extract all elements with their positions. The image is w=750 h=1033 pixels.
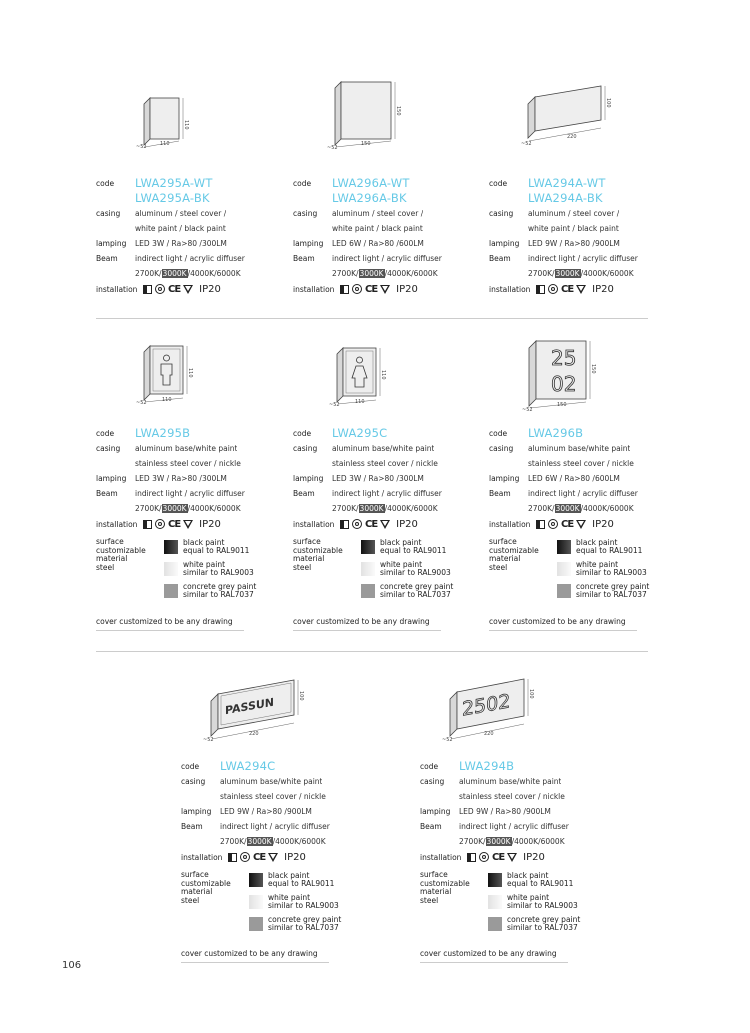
code-label: code: [96, 179, 115, 188]
dim-height: 110: [187, 368, 193, 378]
dim-depth: ~52: [136, 144, 147, 150]
casing-label: casing: [181, 777, 206, 786]
casing-label: casing: [293, 444, 318, 453]
separator-2: [96, 651, 648, 652]
dim-width: 150: [361, 141, 371, 147]
lamping-label: lamping: [489, 474, 520, 483]
surface-label: surface customizable material steel: [489, 537, 539, 572]
installation-label: installation: [489, 284, 531, 294]
earth-class-icon: [548, 519, 558, 529]
casing-value: aluminum base/white paint: [459, 777, 562, 786]
code-label: code: [181, 762, 200, 771]
casing-value-2: stainless steel cover / nickle: [135, 459, 241, 468]
code-label: code: [489, 429, 508, 438]
triangle-symbol-icon: [380, 520, 390, 529]
product-drawing: [489, 338, 654, 428]
casing-value-2: stainless steel cover / nickle: [220, 792, 326, 801]
casing-value: aluminum base/white paint: [220, 777, 323, 786]
lamping-value: LED 9W / Ra>80 /900LM: [220, 807, 312, 816]
ip-rating: IP20: [284, 851, 306, 863]
wall-mount-icon: [143, 520, 152, 529]
casing-value: aluminum base/white paint: [528, 444, 631, 453]
ce-mark-icon: CE: [168, 518, 181, 530]
surface-finishes: [96, 538, 261, 604]
lamping-value: LED 6W / Ra>80 /600LM: [528, 474, 620, 483]
ce-mark-icon: CE: [561, 283, 574, 295]
earth-class-icon: [352, 519, 362, 529]
ce-mark-icon: CE: [365, 518, 378, 530]
code-label: code: [489, 179, 508, 188]
dim-height: 110: [183, 120, 189, 130]
swatch-grey: [488, 917, 502, 931]
casing-value: aluminum base/white paint: [135, 444, 238, 453]
casing-value: aluminum / steel cover /: [135, 209, 227, 218]
cover-note: cover customized to be any drawing: [181, 949, 318, 958]
separator-1: [96, 318, 648, 319]
swatch-white: [361, 562, 375, 576]
page-number: 106: [62, 960, 82, 971]
casing-label: casing: [420, 777, 445, 786]
dim-height: 150: [590, 364, 596, 374]
casing-value: aluminum base/white paint: [332, 444, 435, 453]
separator-cover-1: [96, 630, 244, 631]
casing-value: aluminum / steel cover /: [332, 209, 424, 218]
casing-value-2: white paint / black paint: [528, 224, 619, 233]
product-code: LWA296A-WT: [332, 176, 410, 190]
triangle-symbol-icon: [183, 520, 193, 529]
finish-grey: concrete grey paint similar to RAL7037: [576, 582, 650, 599]
product-drawing: [96, 338, 261, 428]
code-label: code: [293, 429, 312, 438]
beam-value: indirect light / acrylic diffuser: [528, 254, 638, 263]
product-code: LWA295B: [135, 426, 191, 440]
ip-rating: IP20: [199, 518, 221, 530]
cover-note: cover customized to be any drawing: [96, 617, 233, 626]
casing-label: casing: [489, 209, 514, 218]
beam-label: Beam: [96, 489, 118, 498]
triangle-symbol-icon: [576, 285, 586, 294]
color-temperatures: 2700K/3000K/4000K/6000K: [528, 504, 634, 513]
sign-number: 2502: [462, 689, 511, 721]
swatch-black: [557, 540, 571, 554]
dim-width: 110: [160, 141, 170, 147]
finish-grey: concrete grey paint similar to RAL7037: [380, 582, 454, 599]
casing-label: casing: [489, 444, 514, 453]
finish-black: black paint equal to RAL9011: [380, 538, 447, 555]
lamping-value: LED 3W / Ra>80 /300LM: [332, 474, 424, 483]
ip-rating: IP20: [523, 851, 545, 863]
surface-label: surface customizable material steel: [420, 870, 470, 905]
earth-class-icon: [352, 284, 362, 294]
ce-mark-icon: CE: [561, 518, 574, 530]
separator-cover-5: [420, 962, 568, 963]
ip-rating: IP20: [396, 283, 418, 295]
wall-mount-icon: [536, 285, 545, 294]
code-label: code: [96, 429, 115, 438]
product-drawing: [181, 671, 346, 761]
swatch-black: [164, 540, 178, 554]
dim-width: 220: [484, 731, 494, 737]
product-code-alt: LWA296A-BK: [332, 191, 407, 205]
product-code: LWA294B: [459, 759, 515, 773]
earth-class-icon: [155, 284, 165, 294]
lamping-value: LED 9W / Ra>80 /900LM: [459, 807, 551, 816]
finish-grey: concrete grey paint similar to RAL7037: [507, 915, 581, 932]
dim-width: 110: [355, 399, 365, 405]
cover-note: cover customized to be any drawing: [293, 617, 430, 626]
casing-label: casing: [96, 444, 121, 453]
beam-label: Beam: [489, 489, 511, 498]
ip-rating: IP20: [396, 518, 418, 530]
sign-number-bottom: 02: [551, 372, 577, 396]
casing-value-2: stainless steel cover / nickle: [459, 792, 565, 801]
lamping-label: lamping: [293, 474, 324, 483]
wall-mount-icon: [143, 285, 152, 294]
finish-grey: concrete grey paint similar to RAL7037: [183, 582, 257, 599]
product-code-alt: LWA295A-BK: [135, 191, 210, 205]
swatch-grey: [361, 584, 375, 598]
beam-label: Beam: [96, 254, 118, 263]
surface-label: surface customizable material steel: [96, 537, 146, 572]
beam-value: indirect light / acrylic diffuser: [135, 489, 245, 498]
product-drawing: [293, 88, 458, 178]
finish-white: white paint similar to RAL9003: [183, 560, 254, 577]
dim-width: 110: [162, 397, 172, 403]
swatch-white: [164, 562, 178, 576]
dim-width: 150: [557, 402, 567, 408]
installation-label: installation: [420, 852, 462, 862]
swatch-grey: [164, 584, 178, 598]
beam-value: indirect light / acrylic diffuser: [135, 254, 245, 263]
lamping-value: LED 9W / Ra>80 /900LM: [528, 239, 620, 248]
wall-mount-icon: [467, 853, 476, 862]
product-code: LWA295A-WT: [135, 176, 213, 190]
earth-class-icon: [240, 852, 250, 862]
dim-width: 220: [567, 134, 577, 140]
dim-depth: ~52: [522, 407, 533, 413]
beam-label: Beam: [181, 822, 203, 831]
product-drawing: [489, 88, 654, 178]
dim-height: 100: [528, 689, 534, 699]
product-code-alt: LWA294A-BK: [528, 191, 603, 205]
color-temperatures: 2700K/3000K/4000K/6000K: [135, 504, 241, 513]
ce-mark-icon: CE: [253, 851, 266, 863]
installation-label: installation: [293, 519, 335, 529]
dim-depth: ~52: [521, 141, 532, 147]
lamping-value: LED 3W / Ra>80 /300LM: [135, 239, 227, 248]
triangle-symbol-icon: [268, 853, 278, 862]
casing-value-2: white paint / black paint: [332, 224, 423, 233]
wall-mount-icon: [536, 520, 545, 529]
cover-note: cover customized to be any drawing: [489, 617, 626, 626]
dim-height: 100: [605, 98, 611, 108]
product-drawing: [96, 88, 261, 178]
swatch-grey: [557, 584, 571, 598]
lamping-label: lamping: [96, 474, 127, 483]
wall-mount-icon: [228, 853, 237, 862]
ip-rating: IP20: [592, 283, 614, 295]
color-temperatures: 2700K/3000K/4000K/6000K: [332, 269, 438, 278]
finish-white: white paint similar to RAL9003: [576, 560, 647, 577]
beam-label: Beam: [420, 822, 442, 831]
finish-black: black paint equal to RAL9011: [268, 871, 335, 888]
finish-white: white paint similar to RAL9003: [507, 893, 578, 910]
beam-label: Beam: [293, 489, 315, 498]
color-temperatures: 2700K/3000K/4000K/6000K: [220, 837, 326, 846]
dim-depth: ~52: [136, 400, 147, 406]
lamping-label: lamping: [181, 807, 212, 816]
swatch-white: [557, 562, 571, 576]
separator-cover-3: [489, 630, 637, 631]
triangle-symbol-icon: [507, 853, 517, 862]
dim-width: 220: [249, 731, 259, 737]
swatch-black: [249, 873, 263, 887]
finish-grey: concrete grey paint similar to RAL7037: [268, 915, 342, 932]
installation-label: installation: [96, 519, 138, 529]
casing-label: casing: [96, 209, 121, 218]
finish-black: black paint equal to RAL9011: [576, 538, 643, 555]
installation-label: installation: [489, 519, 531, 529]
triangle-symbol-icon: [576, 520, 586, 529]
surface-label: surface customizable material steel: [293, 537, 343, 572]
product-code: LWA295C: [332, 426, 388, 440]
dim-depth: ~52: [203, 737, 214, 743]
beam-label: Beam: [489, 254, 511, 263]
ce-mark-icon: CE: [365, 283, 378, 295]
surface-finishes: [420, 871, 585, 937]
product-code: LWA294C: [220, 759, 276, 773]
finish-black: black paint equal to RAL9011: [183, 538, 250, 555]
casing-value-2: stainless steel cover / nickle: [528, 459, 634, 468]
ip-rating: IP20: [199, 283, 221, 295]
separator-cover-2: [293, 630, 441, 631]
swatch-black: [361, 540, 375, 554]
color-temperatures: 2700K/3000K/4000K/6000K: [332, 504, 438, 513]
installation-label: installation: [181, 852, 223, 862]
lamping-label: lamping: [293, 239, 324, 248]
wall-mount-icon: [340, 285, 349, 294]
color-temperatures: 2700K/3000K/4000K/6000K: [459, 837, 565, 846]
lamping-value: LED 6W / Ra>80 /600LM: [332, 239, 424, 248]
wall-mount-icon: [340, 520, 349, 529]
beam-value: indirect light / acrylic diffuser: [220, 822, 330, 831]
product-code: LWA296B: [528, 426, 584, 440]
casing-value: aluminum / steel cover /: [528, 209, 620, 218]
surface-label: surface customizable material steel: [181, 870, 231, 905]
beam-value: indirect light / acrylic diffuser: [332, 254, 442, 263]
casing-value-2: white paint / black paint: [135, 224, 226, 233]
beam-value: indirect light / acrylic diffuser: [459, 822, 569, 831]
dim-height: 110: [380, 370, 386, 380]
sign-number-top: 25: [551, 346, 577, 370]
dim-depth: ~52: [442, 737, 453, 743]
beam-label: Beam: [293, 254, 315, 263]
installation-label: installation: [293, 284, 335, 294]
dim-height: 100: [298, 691, 304, 701]
product-code: LWA294A-WT: [528, 176, 606, 190]
swatch-white: [249, 895, 263, 909]
ce-mark-icon: CE: [168, 283, 181, 295]
separator-cover-4: [181, 962, 329, 963]
surface-finishes: [293, 538, 458, 604]
swatch-black: [488, 873, 502, 887]
surface-finishes: [181, 871, 346, 937]
surface-finishes: [489, 538, 654, 604]
finish-white: white paint similar to RAL9003: [380, 560, 451, 577]
triangle-symbol-icon: [380, 285, 390, 294]
finish-white: white paint similar to RAL9003: [268, 893, 339, 910]
code-label: code: [420, 762, 439, 771]
lamping-label: lamping: [489, 239, 520, 248]
swatch-white: [488, 895, 502, 909]
color-temperatures: 2700K/3000K/4000K/6000K: [528, 269, 634, 278]
sign-logo-text: PASSUN: [225, 695, 275, 718]
finish-black: black paint equal to RAL9011: [507, 871, 574, 888]
dim-height: 150: [395, 106, 401, 116]
swatch-grey: [249, 917, 263, 931]
casing-label: casing: [293, 209, 318, 218]
earth-class-icon: [155, 519, 165, 529]
ip-rating: IP20: [592, 518, 614, 530]
ce-mark-icon: CE: [492, 851, 505, 863]
color-temperatures: 2700K/3000K/4000K/6000K: [135, 269, 241, 278]
code-label: code: [293, 179, 312, 188]
earth-class-icon: [548, 284, 558, 294]
product-drawing: [420, 671, 585, 761]
lamping-label: lamping: [420, 807, 451, 816]
beam-value: indirect light / acrylic diffuser: [528, 489, 638, 498]
casing-value-2: stainless steel cover / nickle: [332, 459, 438, 468]
lamping-value: LED 3W / Ra>80 /300LM: [135, 474, 227, 483]
lamping-label: lamping: [96, 239, 127, 248]
earth-class-icon: [479, 852, 489, 862]
installation-label: installation: [96, 284, 138, 294]
dim-depth: ~52: [327, 145, 338, 151]
product-drawing: [293, 338, 458, 428]
triangle-symbol-icon: [183, 285, 193, 294]
dim-depth: ~52: [329, 402, 340, 408]
beam-value: indirect light / acrylic diffuser: [332, 489, 442, 498]
cover-note: cover customized to be any drawing: [420, 949, 557, 958]
